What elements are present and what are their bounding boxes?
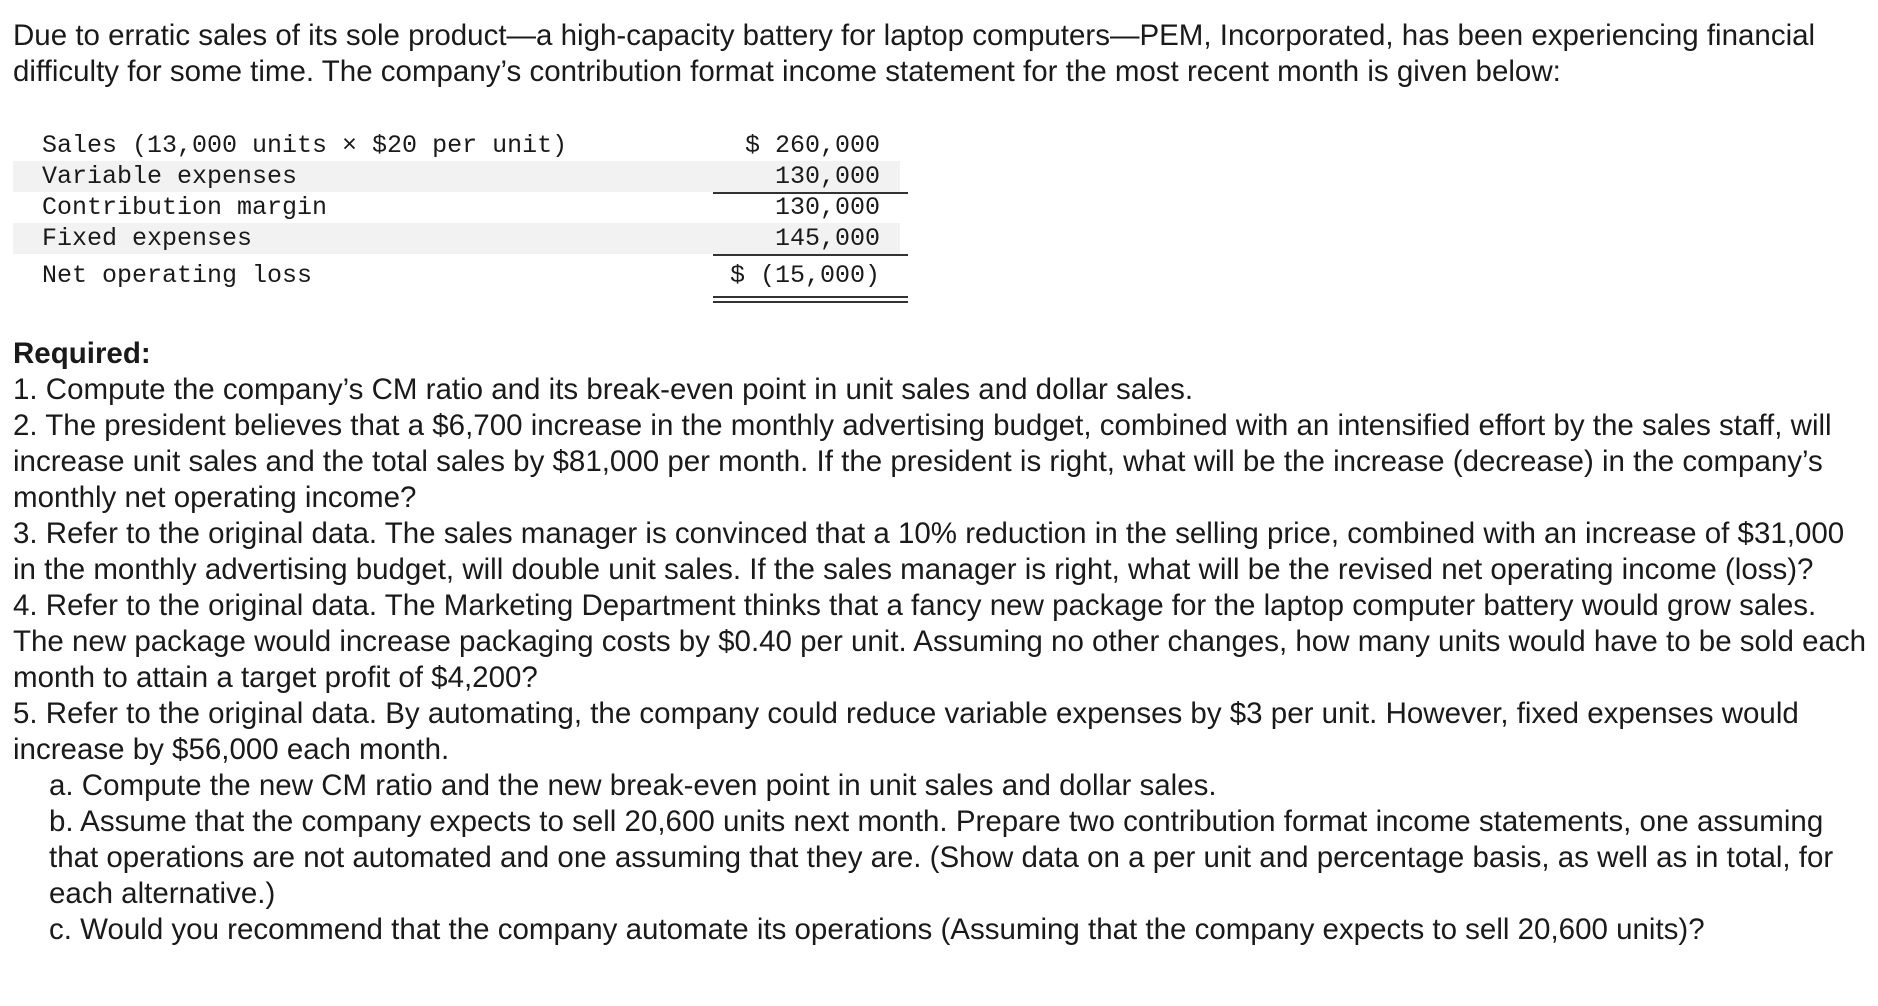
intro-text: Due to erratic sales of its sole product—a high-capacity battery for laptop computers—PEM, Incorporated, has been experiencing financial difficulty for some time. The company’s contribution format income statement for the most recent month is given below: — [13, 19, 1816, 88]
income-statement — [13, 130, 900, 296]
statement-row-fixed-expenses — [13, 223, 900, 254]
required-item-5a: a. Compute the new CM ratio and the new break-even point in unit sales and dollar sales. — [49, 769, 1217, 802]
required-item-1: 1. Compute the company’s CM ratio and its break-even point in unit sales and dollar sales. — [13, 373, 1194, 406]
contribution-margin-amount: 130,000 — [774, 193, 880, 222]
double-rule-top — [713, 296, 908, 298]
sales-label: Sales (13,000 units × $20 per unit) — [42, 131, 568, 160]
required-item-5b: b. Assume that the company expects to sell 20,600 units next month. Prepare two contribution format income statements, one assuming that operations are not automated and one assuming that they are. (Show data on a per unit and percentage basis, as well as in total, for each alternative.) — [49, 805, 1834, 910]
variable-expenses-label: Variable expenses — [42, 162, 298, 191]
required-section — [13, 336, 1873, 948]
required-item-3: 3. Refer to the original data. The sales manager is convinced that a 10% reduction in the selling price, combined with an increase of $31,000 in the monthly advertising budget, will double unit sales. If the sales manager is right, what will be the revised net operating income (loss)? — [13, 517, 1845, 586]
net-operating-loss-amount: $ (15,000) — [729, 261, 880, 290]
fixed-expenses-label: Fixed expenses — [42, 224, 253, 253]
statement-row-net-operating-loss — [13, 256, 900, 296]
statement-row-variable-expenses — [13, 161, 900, 192]
statement-row-contribution-margin — [13, 192, 900, 223]
intro-paragraph — [13, 18, 1863, 90]
sales-amount: $ 260,000 — [744, 131, 880, 160]
required-item-5: 5. Refer to the original data. By automating, the company could reduce variable expenses by $3 per unit. However, fixed expenses would increase by $56,000 each month. — [13, 697, 1799, 766]
net-operating-loss-label: Net operating loss — [42, 261, 313, 290]
contribution-margin-label: Contribution margin — [42, 193, 328, 222]
fixed-expenses-amount: 145,000 — [774, 224, 880, 253]
variable-expenses-amount: 130,000 — [774, 162, 880, 191]
required-item-5c: c. Would you recommend that the company automate its operations (Assuming that the company expects to sell 20,600 units)? — [49, 913, 1705, 946]
statement-row-sales — [13, 130, 900, 161]
required-item-2: 2. The president believes that a $6,700 increase in the monthly advertising budget, combined with an intensified effort by the sales staff, will increase unit sales and the total sales by $81,000 per month. If the president is right, what will be the increase (decrease) in the company’s monthly net operating income? — [13, 409, 1832, 514]
required-heading: Required: — [13, 337, 151, 370]
double-rule-bottom — [713, 301, 908, 303]
required-item-4: 4. Refer to the original data. The Marketing Department thinks that a fancy new package for the laptop computer battery would grow sales. The new package would increase packaging costs by $0.40 per unit. Assuming no other changes, how many units would have to be sold each month to attain a target profit of $4,200? — [13, 589, 1867, 694]
